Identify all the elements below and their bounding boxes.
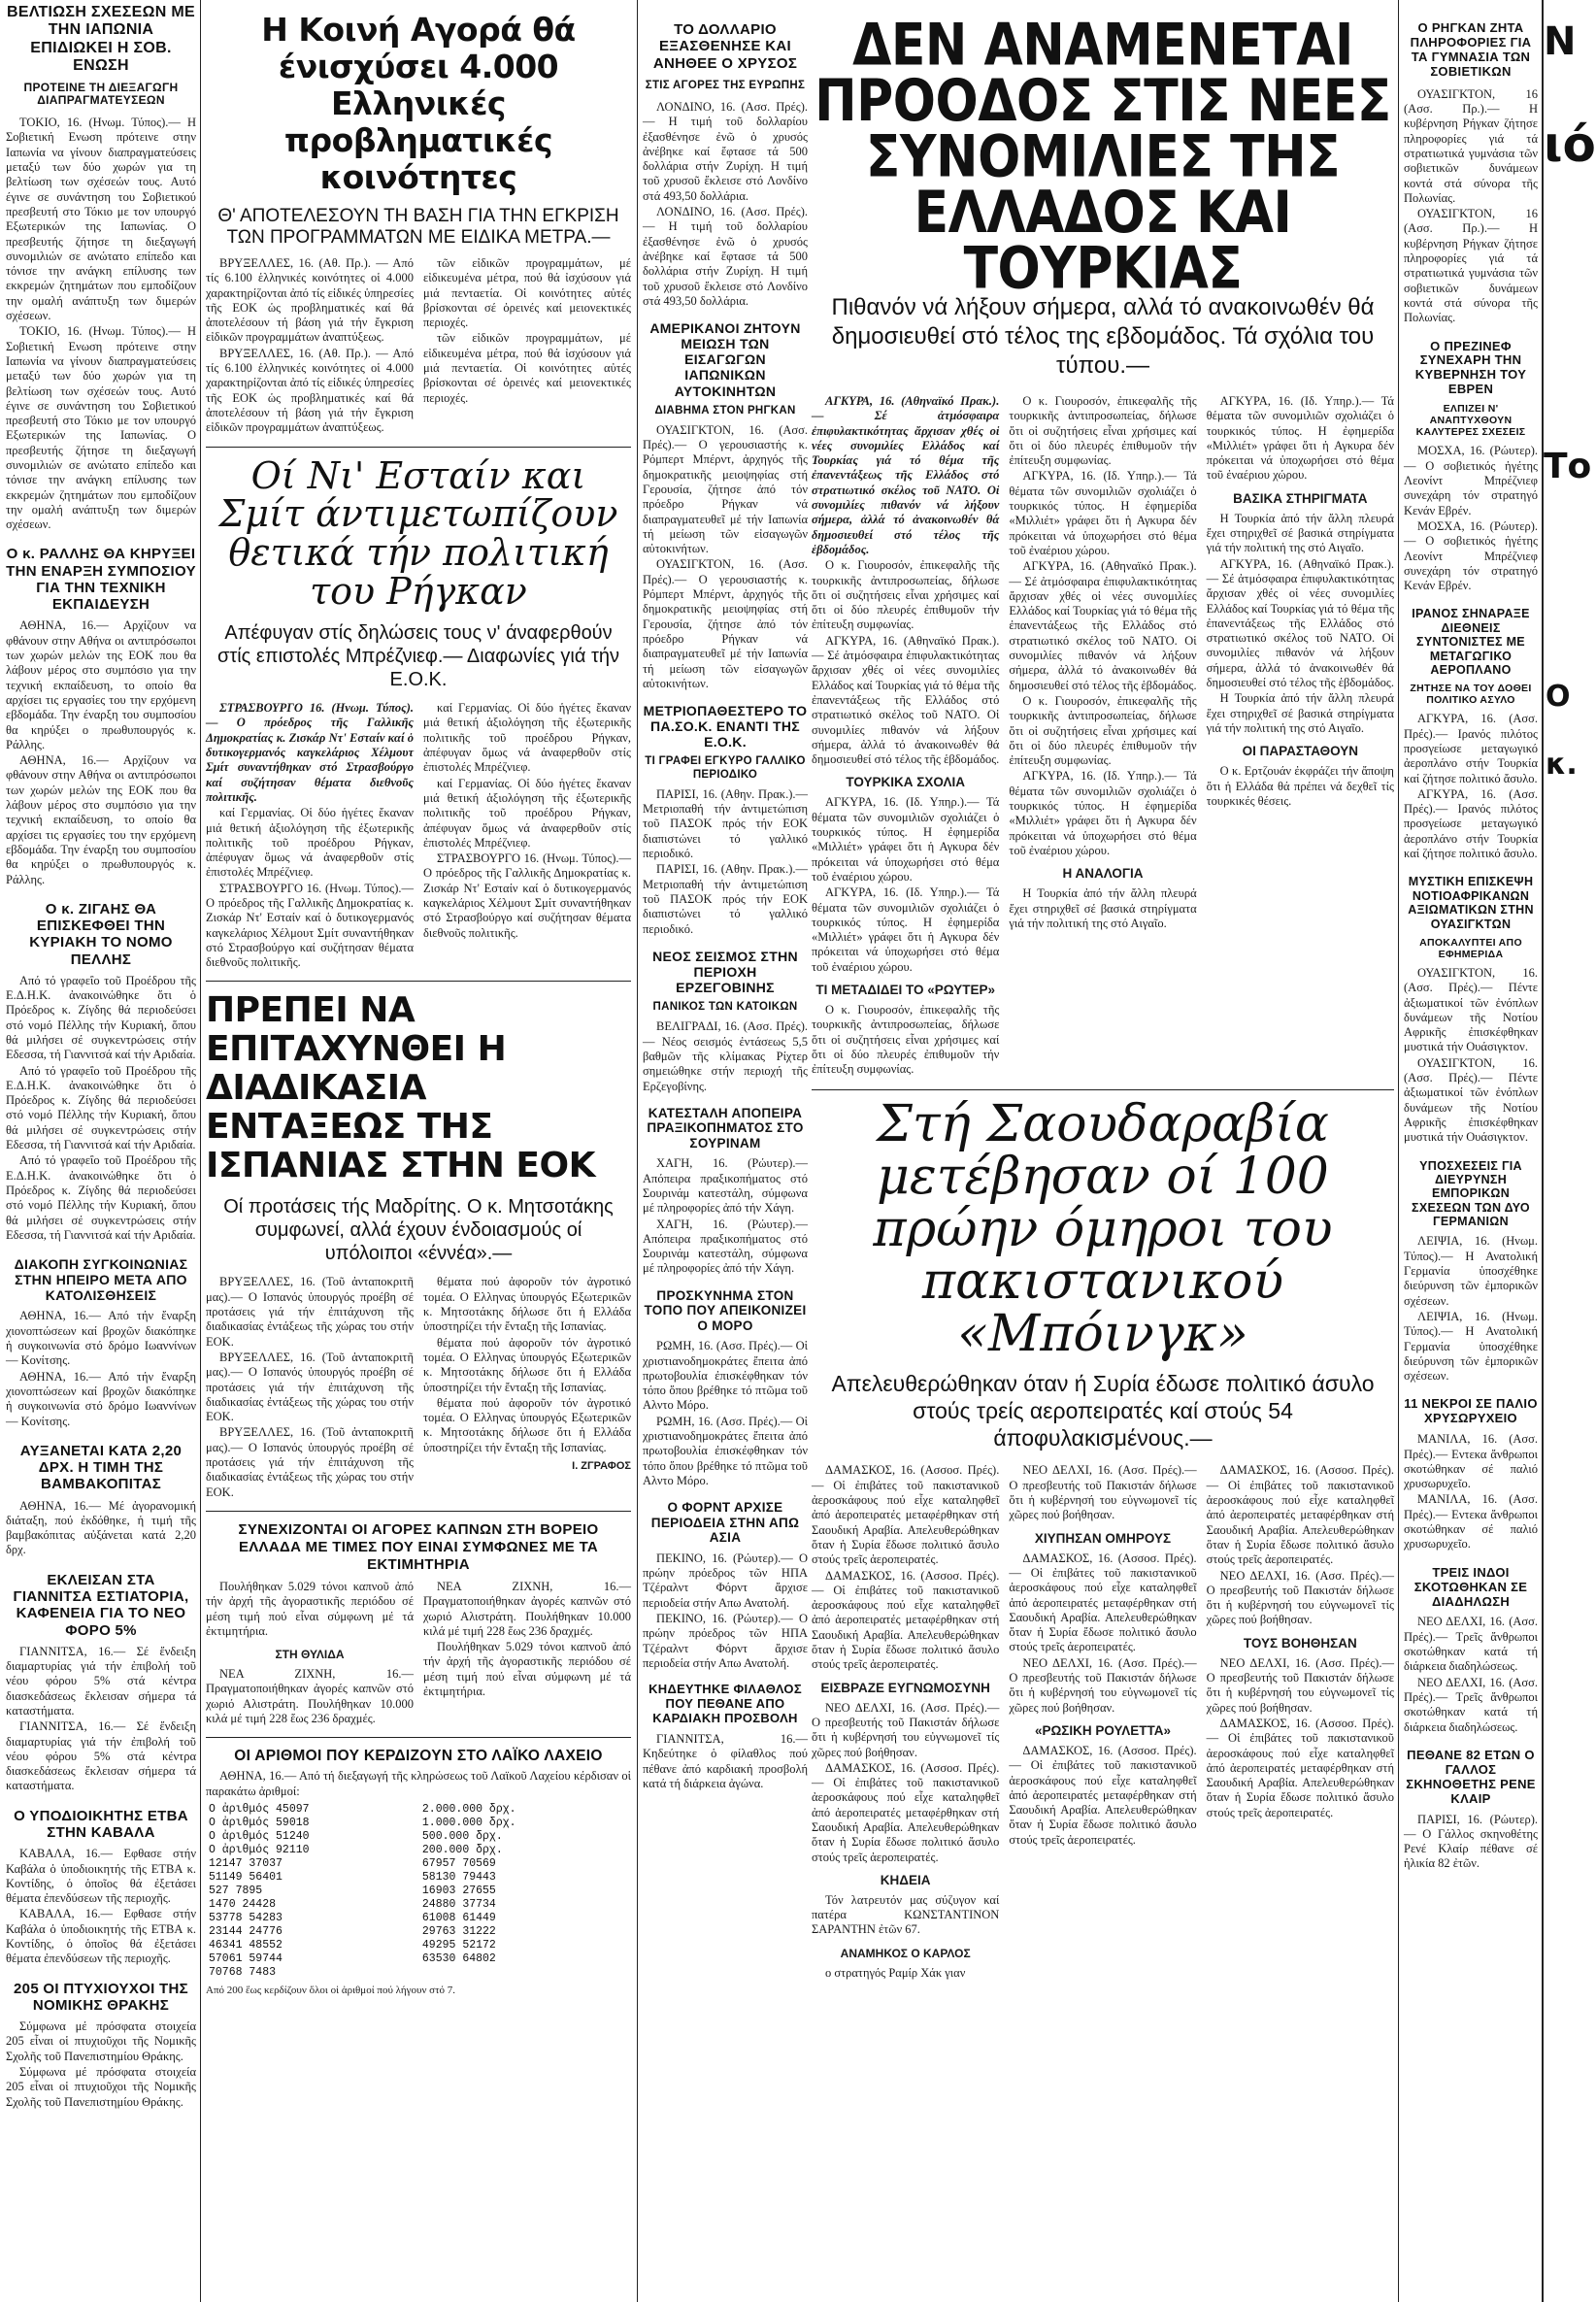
edge-fragment: Το [1544,447,1592,486]
subhead-helped: ΤΟΥΣ ΒΟΗΘΗΣΑΝ [1243,1635,1357,1651]
lottery-row [206,1939,631,1952]
column-rule [200,0,201,2302]
subhead-roulette: «ΡΩΣΙΚΗ ΡΟΥΛΕΤΤΑ» [1034,1722,1172,1738]
lottery-cell: 1.000.000 δρχ. [421,1816,516,1829]
article-giscard-schmidt: ΣΤΡΑΣΒΟΥΡΓΟ 16. (Ηνωμ. Τύπος).— Ο πρόεδρος τῆς Γαλλικῆς Δημοκρατίας κ. Ζισκάρ Ντ' Εσταίν καί ὁ δυτικογερμανός καγκελάριος Χέλμουτ Σμίτ συναντήθηκαν στό Στρασβούργο καί συζήτησαν θέματα διεθνοῦς πολιτικῆς. καί Γερμανίας. Οἱ δύο ἡγέτες ἔκαναν μιά θετική ἀξιολόγηση τῆς ἐξωτερικῆς πολιτικῆς τοῦ προέδρου Ρήγκαν, ἀπέφυγαν ὅμως νά ἀναφερθοῦν στίς ἐπιστολές Μπρέζνιεφ. ΣΤΡΑΣΒΟΥΡΓΟ 16. (Ηνωμ. Τύπος).— Ο πρόεδρος τῆς Γαλλικῆς Δημοκρατίας κ. Ζισκάρ Ντ' Εσταίν καί ὁ δυτικογερμανός καγκελάριος Χέλμουτ Σμίτ συναντήθηκαν στό Στρασβούργο καί συζήτησαν θέματα διεθνοῦς πολιτικῆς. καί Γερμανίας. Οἱ δύο ἡγέτες ἔκαναν μιά θετική ἀξιολόγηση τῆς ἐξωτερικῆς πολιτικῆς τοῦ προέδρου Ρήγκαν, ἀπέφυγαν ὅμως νά ἀναφερθοῦν στίς ἐπιστολές Μπρέζνιεφ. καί Γερμανίας. Οἱ δύο ἡγέτες ἔκαναν μιά θετική ἀξιολόγηση τῆς ἐξωτερικῆς πολιτικῆς τοῦ προέδρου Ρήγκαν, ἀπέφυγαν ὅμως νά ἀναφερθοῦν στίς ἐπιστολές Μπρέζνιεφ. ΣΤΡΑΣΒΟΥΡΓΟ 16. (Ηνωμ. Τύπος).— Ο πρόεδρος τῆς Γαλλικῆς Δημοκρατίας κ. Ζισκάρ Ντ' Εσταίν καί ὁ δυτικογερμανός καγκελάριος Χέλμουτ Σμίτ συναντήθηκαν στό Στρασβούργο καί συζήτησαν θέματα διεθνοῦς πολιτικῆς. [206,701,631,970]
article-japan: ΤΟΚΙΟ, 16. (Ηνωμ. Τύπος).— Η Σοβιετική Ενωση πρότεινε στην Ιαπωνία να γίνουν διαπραγματεύσεις μεταξύ των δύο χωρών για τη βελτίωση των σχέσεών τους. Αυτό έγινε σε συνάντηση του Σοβιετικού πρεσβευτή στο Τόκιο με τον υπουργό Εξωτερικών της Ιαπωνίας. Ο πρεσβευτής ζήτησε τη διεξαγωγή συνομιλιών σε ανώτατο επίπεδο και τόνισε την ανάγκη επίλυσης των εκκρεμών ζητημάτων που εμποδίζουν την ομαλή ανάπτυξη των διμερών σχέσεων. ΤΟΚΙΟ, 16. (Ηνωμ. Τύπος).— Η Σοβιετική Ενωση πρότεινε στην Ιαπωνία να γίνουν διαπραγματεύσεις μεταξύ των δύο χωρών για τη βελτίωση των σχέσεών τους. Αυτό έγινε σε συνάντηση του Σοβιετικού πρεσβευτή στο Τόκιο με τον υπουργό Εξωτερικών της Ιαπωνίας. Ο πρεσβευτής ζήτησε τη διεξαγωγή συνομιλιών σε ανώτατο επίπεδο και τόνισε την ανάγκη επίλυσης των εκκρεμών ζητημάτων που εμποδίζουν την ομαλή ανάπτυξη των διμερών σχέσεων. [6,116,196,532]
column-2 [206,0,631,2302]
article-south-africans: ΟΥΑΣΙΓΚΤΟΝ, 16. (Ασσ. Πρές).— Πέντε ἀξιωματικοί τῶν ἐνόπλων δυνάμεων τῆς Νοτίου Αφρικῆς ἐπισκέφθηκαν μυστικά τήν Ουάσιγκτον. ΟΥΑΣΙΓΚΤΟΝ, 16. (Ασσ. Πρές).— Πέντε ἀξιωματικοί τῶν ἐνόπλων δυνάμεων τῆς Νοτίου Αφρικῆς ἐπισκέφθηκαν μυστικά τήν Ουάσιγκτον. [1404,966,1538,1145]
article-dollar: ΛΟΝΔΙΝΟ, 16. (Ασσ. Πρές).— Η τιμή τοῦ δολλαρίου ἐξασθένησε ἐνῶ ὁ χρυσός ἀνέβηκε καί ἔφτασε τά 500 δολλάρια στήν Ζυρίχη. Η τιμή τοῦ χρυσοῦ ἔκλεισε στό Λονδίνο στά 493,50 δολλάρια. ΛΟΝΔΙΝΟ, 16. (Ασσ. Πρές).— Η τιμή τοῦ δολλαρίου ἐξασθένησε ἐνῶ ὁ χρυσός ἀνέβηκε καί ἔφτασε τά 500 δολλάρια στήν Ζυρίχη. Η τιμή τοῦ χρυσοῦ ἔκλεισε στό Λονδίνο στά 493,50 δολλάρια. [643,99,808,308]
lottery-table [206,1803,631,1980]
headline-hostages: Στή Σαουδαραβία μετέβησαν οί 100 πρώην όμηροι του πακιστανικού «Μπόινγκ» [873,1095,1333,1364]
lottery-cell: 51149 56401 [209,1870,283,1884]
headline-south-africans: ΜΥΣΤΙΚΗ ΕΠΙΣΚΕΨΗ ΝΟΤΙΟΑΦΡΙΚΑΝΩΝ ΑΞΙΩΜΑΤΙΚΩΝ ΣΤΗΝ ΟΥΑΣΙΓΚΤΩΝ [1408,875,1534,931]
article-earthquake: ΒΕΛΙΓΡΑΔΙ, 16. (Ασσ. Πρές).— Νέος σεισμός ἐντάσεως 5,5 βαθμῶν τῆς κλίμακας Ρίχτερ σημειώθηκε στήν περιοχή τῆς Ερζεγοβίνης. [643,1019,808,1093]
lottery-cell: Ο ἀριθμός 59018 [209,1816,310,1829]
subhead-basic-pillars: ΒΑΣΙΚΑ ΣΤΗΡΙΓΜΑΤΑ [1233,490,1368,506]
article-iranian-pilot: ΑΓΚΥΡΑ, 16. (Ασσ. Πρές).— Ιρανός πιλότος προσγείωσε μεταγωγικό ἀεροπλάνο στήν Τουρκία καί ζήτησε πολιτικό ἄσυλο. ΑΓΚΥΡΑ, 16. (Ασσ. Πρές).— Ιρανός πιλότος προσγείωσε μεταγωγικό ἀεροπλάνο στήν Τουρκία καί ζήτησε πολιτικό ἄσυλο. [1404,712,1538,861]
lottery-cell: 49295 52172 [421,1938,496,1952]
headline-two-germanies: ΥΠΟΣΧΕΣΕΙΣ ΓΙΑ ΔΙΕΥΡΥΝΣΗ ΕΜΠΟΡΙΚΩΝ ΣΧΕΣΕΩΝ ΤΩΝ ΔΥΟ ΓΕΡΜΑΝΙΩΝ [1412,1158,1530,1229]
headline-reagan-info: Ο ΡΗΓΚΑΝ ΖΗΤΑ ΠΛΗΡΟΦΟΡΙΕΣ ΓΙΑ ΤΑ ΓΥΜΝΑΣΙΑ ΤΩΝ ΣΟΒΙΕΤΙΚΩΝ [1410,20,1532,79]
headline-tobacco: ΣΥΝΕΧΙΖΟΝΤΑΙ ΟΙ ΑΓΟΡΕΣ ΚΑΠΝΩΝ ΣΤΗ ΒΟΡΕΙΟ ΕΛΛΑΔΑ ΜΕ ΤΙΜΕΣ ΠΟΥ ΕΙΝΑΙ ΣΥΜΦΩΝΕΣ ΜΕ ΤΑ ΕΚΤΙΜΗΤΗΡΙΑ [238,1520,599,1573]
subhead-hit-hostages: ΧΙΥΠΗΣΑΝ ΟΜΗΡΟΥΣ [1034,1530,1172,1546]
article-cottoncake: ΑΘΗΝΑ, 16.— Μέ ἀγορανομική διάταξη, πού ἐκδόθηκε, ἡ τιμή τῆς βαμβακόπιτας αὐξάνεται κατά 2,20 δρχ. [6,1498,196,1557]
lottery-row [206,1871,631,1885]
lottery-note: Από 200 ἕως κερδίζουν ὅλοι οἱ ἀριθμοί πού λήγουν στό 7. [206,1984,456,1996]
headline-goldmine: 11 ΝΕΚΡΟΙ ΣΕ ΠΑΛΙΟ ΧΡΥΣΩΡΥΧΕΙΟ [1404,1396,1538,1426]
headline-surinam: ΚΑΤΕΣΤΑΛΗ ΑΠΟΠΕΙΡΑ ΠΡΑΞΙΚΟΠΗΜΑΤΟΣ ΣΤΟ ΣΟΥΡΙΝΑΜ [647,1105,804,1151]
headline-giscard-schmidt: Οί Νι' Εσταίν και Σμίτ άντιμετωπίζουν θετικά τήν πολιτική του Ρήγκαν [218,453,618,614]
headline-earthquake: ΝΕΟΣ ΣΕΙΣΜΟΣ ΣΤΗΝ ΠΕΡΙΟΧΗ ΕΡΖΕΓΟΒΙΝΗΣ [652,948,798,996]
article-ford: ΠΕΚΙΝΟ, 16. (Ρώυτερ).— Ο πρώην πρόεδρος τῶν ΗΠΑ Τζέραλντ Φόρντ ἄρχισε περιοδεία στήν Απω Ανατολή. ΠΕΚΙΝΟ, 16. (Ρώυτερ).— Ο πρώην πρόεδρος τῶν ΗΠΑ Τζέραλντ Φόρντ ἄρχισε περιοδεία στήν Απω Ανατολή. [643,1551,808,1670]
headline-common-market: Η Κοινή Αγορά θά ένισχύσει 4.000 Ελληνικές προβληματικές κοινότητες [261,11,576,196]
lottery-row [206,1803,631,1817]
article-tobacco: Πουλήθηκαν 5.029 τόνοι καπνοῦ ἀπό τήν ἀρχή τῆς ἀγοραστικῆς περιόδου σέ μέση τιμή πού εἶναι σύμφωνη μέ τά ἐκτιμητήρια. ΣΤΗ ΘΥΛΙΔΑ ΝΕΑ ΖΙΧΝΗ, 16.— Πραγματοποιήθηκαν ἀγορές καπνῶν στό χωριό Αλιστράτη. Πουλήθηκαν 10.000 κιλά μέ τιμή 228 ἕως 236 δραχμές. ΝΕΑ ΖΙΧΝΗ, 16.— Πραγματοποιήθηκαν ἀγορές καπνῶν στό χωριό Αλιστράτη. Πουλήθηκαν 10.000 κιλά μέ τιμή 228 ἕως 236 δραχμές. Πουλήθηκαν 5.029 τόνοι καπνοῦ ἀπό τήν ἀρχή τῆς ἀγοραστικῆς περιόδου σέ μέση τιμή πού εἶναι σύμφωνη μέ τά ἐκτιμητήρια. [206,1579,631,1725]
column-5 [1404,0,1538,2302]
lottery-cell [619,1966,631,1980]
article-rallis: ΑΘΗΝΑ, 16.— Αρχίζουν να φθάνουν στην Αθήνα οι αντιπρόσωποι των χωρών μελών της ΕΟΚ που θα λάβουν μέρος στο συμπόσιο για την τεχνική εκπαίδευση, το οποίο θα αρχίσει τις εργασίες του την ερχόμενη εβδομάδα. Την έναρξη του συμποσίου θα κηρύξει ο πρωθυπουργός κ. Ράλλης. ΑΘΗΝΑ, 16.— Αρχίζουν να φθάνουν στην Αθήνα οι αντιπρόσωποι των χωρών μελών της ΕΟΚ που θα λάβουν μέρος στο συμπόσιο για την τεχνική εκπαίδευση, το οποίο θα αρχίσει τις εργασίες του την ερχόμενη εβδομάδα. Την έναρξη του συμποσίου θα κηρύξει ο πρωθυπουργός κ. Ράλλης. [6,618,196,886]
deck-greece-turkey: Πιθανόν νά λήξουν σήμερα, αλλά τό ανακοινωθέν θά δημοσιευθεί στό τέλος της εβδομάδος. Τά σχόλια του τύπου.— [831,294,1375,379]
lottery-cell: 58130 79443 [421,1870,496,1884]
lottery-row [206,1912,631,1925]
lottery-row [206,1857,631,1871]
lottery-row [206,1952,631,1966]
lottery-cell: 61008 61449 [421,1911,496,1924]
article-epirus: ΑΘΗΝΑ, 16.— Από τήν ἔναρξη χιονοπτώσεων καί βροχῶν διακόπηκε ἡ συγκοινωνία στό δρόμο Ιωαννίνων — Κονίτσης. ΑΘΗΝΑ, 16.— Από τήν ἔναρξη χιονοπτώσεων καί βροχῶν διακόπηκε ἡ συγκοινωνία στό δρόμο Ιωαννίνων — Κονίτσης. [6,1309,196,1428]
article-two-germanies: ΛΕΙΨΙΑ, 16. (Ηνωμ. Τύπος).— Η Ανατολική Γερμανία ὑποσχέθηκε διεύρυνση τῶν ἐμπορικῶν σχέσεων. ΛΕΙΨΙΑ, 16. (Ηνωμ. Τύπος).— Η Ανατολική Γερμανία ὑποσχέθηκε διεύρυνση τῶν ἐμπορικῶν σχέσεων. [1404,1234,1538,1384]
article-pasok: ΠΑΡΙΣΙ, 16. (Αθην. Πρακ.).— Μετριοπαθή τήν ἀντιμετώπιση τοῦ ΠΑΣΟΚ πρός τήν ΕΟΚ διαπιστώνει τό γαλλικό περιοδικό. ΠΑΡΙΣΙ, 16. (Αθην. Πρακ.).— Μετριοπαθή τήν ἀντιμετώπιση τοῦ ΠΑΣΟΚ πρός τήν ΕΟΚ διαπιστώνει τό γαλλικό περιοδικό. [643,786,808,936]
subhead-ratio: Η ΑΝΑΛΟΓΙΑ [1062,866,1144,882]
lottery-cell: Ο ἀριθμός 51240 [209,1829,310,1843]
column-rule [637,0,638,2302]
lottery-row [206,1885,631,1898]
lottery-cell: 500.000 δρχ. [421,1829,503,1843]
subhead-japanese-cars: ΔΙΑΒΗΜΑ ΣΤΟΝ ΡΗΓΚΑΝ [654,404,796,417]
lottery-row [206,1830,631,1844]
article-etva: ΚΑΒΑΛΑ, 16.— Εφθασε στήν Καβάλα ὁ ὑποδιοικητής τῆς ΕΤΒΑ κ. Κοντίδης, ὁ ὁποῖος θά ἐξετάσει θέματα ἐπενδύσεων τῆς περιοχῆς. ΚΑΒΑΛΑ, 16.— Εφθασε στήν Καβάλα ὁ ὑποδιοικητής τῆς ΕΤΒΑ κ. Κοντίδης, ὁ ὁποῖος θά ἐξετάσει θέματα ἐπενδύσεων τῆς περιοχῆς. [6,1847,196,1966]
article-graduates: Σύμφωνα μέ πρόσφατα στοιχεία 205 εἶναι οἱ πτυχιοῦχοι τῆς Νομικῆς Σχολῆς τοῦ Πανεπιστημίου Θράκης. Σύμφωνα μέ πρόσφατα στοιχεία 205 εἶναι οἱ πτυχιοῦχοι τῆς Νομικῆς Σχολῆς τοῦ Πανεπιστημίου Θράκης. [6,2019,196,2109]
headline-etva: Ο ΥΠΟΔΙΟΙΚΗΤΗΣ ΕΤΒΑ ΣΤΗΝ ΚΑΒΑΛΑ [14,1807,188,1841]
deck-common-market: Θ' ΑΠΟΤΕΛΕΣΟΥΝ ΤΗ ΒΑΣΗ ΓΙΑ ΤΗΝ ΕΓΚΡΙΣΗ ΤΩΝ ΠΡΟΓΡΑΜΜΑΤΩΝ ΜΕ ΕΙΔΙΚΑ ΜΕΤΡΑ.— [217,206,619,248]
lottery-cell: 63530 64802 [421,1952,496,1965]
article-common-market: ΒΡΥΞΕΛΛΕΣ, 16. (Αθ. Πρ.). — Από τίς 6.100 ἑλληνικές κοινότητες οἱ 4.000 χαρακτηρίζονται ἀπό τίς εἰδικές ὑπηρεσίες τῆς ΕΟΚ ὡς προβληματικές καί θά ἀποτελέσουν τή βάση γιά τήν ἔγκριση εἰδικῶν προγραμμάτων ἀναπτύξεως. ΒΡΥΞΕΛΛΕΣ, 16. (Αθ. Πρ.). — Από τίς 6.100 ἑλληνικές κοινότητες οἱ 4.000 χαρακτηρίζονται ἀπό τίς εἰδικές ὑπηρεσίες τῆς ΕΟΚ ὡς προβληματικές καί θά ἀποτελέσουν τή βάση γιά τήν ἔγκριση εἰδικῶν προγραμμάτων ἀναπτύξεως. τῶν εἰδικῶν προγραμμάτων, μέ εἰδικευμένα μέτρα, πού θά ἰσχύσουν γιά μιά πενταετία. Οἱ κοινότητες αὐτές βρίσκονται σέ ὀρεινές καί μειονεκτικές περιοχές. τῶν εἰδικῶν προγραμμάτων, μέ εἰδικευμένα μέτρα, πού θά ἰσχύσουν γιά μιά πενταετία. Οἱ κοινότητες αὐτές βρίσκονται σέ ὀρεινές καί μειονεκτικές περιοχές. [206,256,631,435]
article-spain-eec: ΒΡΥΞΕΛΛΕΣ, 16. (Τοῦ ἀνταποκριτῆ μας).— Ο Ισπανός ὑπουργός προέβη σέ προτάσεις γιά τήν ἐπιτάχυνση τῆς διαδικασίας ἐντάξεως τῆς χώρας του στήν ΕΟΚ. ΒΡΥΞΕΛΛΕΣ, 16. (Τοῦ ἀνταποκριτῆ μας).— Ο Ισπανός ὑπουργός προέβη σέ προτάσεις γιά τήν ἐπιτάχυνση τῆς διαδικασίας ἐντάξεως τῆς χώρας του στήν ΕΟΚ. ΒΡΥΞΕΛΛΕΣ, 16. (Τοῦ ἀνταποκριτῆ μας).— Ο Ισπανός ὑπουργός προέβη σέ προτάσεις γιά τήν ἐπιτάχυνση τῆς διαδικασίας ἐντάξεως τῆς χώρας του στήν ΕΟΚ. θέματα πού ἀφοροῦν τόν ἀγροτικό τομέα. Ο Ελληνας ὑπουργός Εξωτερικῶν κ. Μητσοτάκης δήλωσε ὅτι ἡ Ελλάδα ὑποστηρίζει τήν ἔνταξη τῆς Ισπανίας. θέματα πού ἀφοροῦν τόν ἀγροτικό τομέα. Ο Ελληνας ὑπουργός Εξωτερικῶν κ. Μητσοτάκης δήλωσε ὅτι ἡ Ελλάδα ὑποστηρίζει τήν ἔνταξη τῆς Ισπανίας. θέματα πού ἀφοροῦν τόν ἀγροτικό τομέα. Ο Ελληνας ὑπουργός Εξωτερικῶν κ. Μητσοτάκης δήλωσε ὅτι ἡ Ελλάδα ὑποστηρίζει τήν ἔνταξη τῆς Ισπανίας. Ι. ΖΓΡΑΦΟΣ [206,1275,631,1499]
headline-spain-eec: ΠΡΕΠΕΙ ΝΑ ΕΠΙΤΑΧΥΝΘΕΙ Η ΔΙΑΔΙΚΑΣΙΑ ΕΝΤΑΞΕΩΣ ΤΗΣ ΙΣΠΑΝΙΑΣ ΣΤΗΝ ΕΟΚ [206,990,596,1186]
subhead-earthquake: ΠΑΝΙΚΟΣ ΤΩΝ ΚΑΤΟΙΚΩΝ [652,1001,798,1014]
article-hostages: ΔΑΜΑΣΚΟΣ, 16. (Ασσοσ. Πρές).— Οἱ ἐπιβάτες τοῦ πακιστανικοῦ ἀεροσκάφους πού εἶχε καταληφθεῖ ἀπό ἀεροπειρατές μεταφέρθηκαν στή Σαουδική Αραβία. Απελευθερώθηκαν ὅταν ἡ Συρία ἔδωσε πολιτικό ἄσυλο στούς τρεῖς ἀεροπειρατές. ΔΑΜΑΣΚΟΣ, 16. (Ασσοσ. Πρές).— Οἱ ἐπιβάτες τοῦ πακιστανικοῦ ἀεροσκάφους πού εἶχε καταληφθεῖ ἀπό ἀεροπειρατές μεταφέρθηκαν στή Σαουδική Αραβία. Απελευθερώθηκαν ὅταν ἡ Συρία ἔδωσε πολιτικό ἄσυλο στούς τρεῖς ἀεροπειρατές. ΕΙΣΒΡΑΖΕ ΕΥΓΝΩΜΟΣΥΝΗ ΝΕΟ ΔΕΛΧΙ, 16. (Ασσ. Πρές).— Ο πρεσβευτής τοῦ Πακιστάν δήλωσε ὅτι ἡ κυβέρνησή του εὐγνωμονεῖ τίς χῶρες πού βοήθησαν. ΔΑΜΑΣΚΟΣ, 16. (Ασσοσ. Πρές).— Οἱ ἐπιβάτες τοῦ πακιστανικοῦ ἀεροσκάφους πού εἶχε καταληφθεῖ ἀπό ἀεροπειρατές μεταφέρθηκαν στή Σαουδική Αραβία. Απελευθερώθηκαν ὅταν ἡ Συρία ἔδωσε πολιτικό ἄσυλο στούς τρεῖς ἀεροπειρατές. ΚΗΔΕΙΑ Τόν λατρευτόν μας σύζυγον καί πατέρα ΚΩΝΣΤΑΝΤΙΝΟΝ ΣΑΡΑΝΤΗΝ ἐτῶν 67. ΑΝΑΜΗΚΟΣ Ο ΚΑΡΛΟΣ ο στρατηγός Ραμίρ Χάκ γιαν ΝΕΟ ΔΕΛΧΙ, 16. (Ασσ. Πρές).— Ο πρεσβευτής τοῦ Πακιστάν δήλωσε ὅτι ἡ κυβέρνησή του εὐγνωμονεῖ τίς χῶρες πού βοήθησαν. ΧΙΥΠΗΣΑΝ ΟΜΗΡΟΥΣ ΔΑΜΑΣΚΟΣ, 16. (Ασσοσ. Πρές).— Οἱ ἐπιβάτες τοῦ πακιστανικοῦ ἀεροσκάφους πού εἶχε καταληφθεῖ ἀπό ἀεροπειρατές μεταφέρθηκαν στή Σαουδική Αραβία. Απελευθερώθηκαν ὅταν ἡ Συρία ἔδωσε πολιτικό ἄσυλο στούς τρεῖς ἀεροπειρατές. ΝΕΟ ΔΕΛΧΙ, 16. (Ασσ. Πρές).— Ο πρεσβευτής τοῦ Πακιστάν δήλωσε ὅτι ἡ κυβέρνησή του εὐγνωμονεῖ τίς χῶρες πού βοήθησαν. «ΡΩΣΙΚΗ ΡΟΥΛΕΤΤΑ» ΔΑΜΑΣΚΟΣ, 16. (Ασσοσ. Πρές).— Οἱ ἐπιβάτες τοῦ πακιστανικοῦ ἀεροσκάφους πού εἶχε καταληφθεῖ ἀπό ἀεροπειρατές μεταφέρθηκαν στή Σαουδική Αραβία. Απελευθερώθηκαν ὅταν ἡ Συρία ἔδωσε πολιτικό ἄσυλο στούς τρεῖς ἀεροπειρατές. ΔΑΜΑΣΚΟΣ, 16. (Ασσοσ. Πρές).— Οἱ ἐπιβάτες τοῦ πακιστανικοῦ ἀεροσκάφους πού εἶχε καταληφθεῖ ἀπό ἀεροπειρατές μεταφέρθηκαν στή Σαουδική Αραβία. Απελευθερώθηκαν ὅταν ἡ Συρία ἔδωσε πολιτικό ἄσυλο στούς τρεῖς ἀεροπειρατές. ΝΕΟ ΔΕΛΧΙ, 16. (Ασσ. Πρές).— Ο πρεσβευτής τοῦ Πακιστάν δήλωσε ὅτι ἡ κυβέρνησή του εὐγνωμονεῖ τίς χῶρες πού βοήθησαν. ΤΟΥΣ ΒΟΗΘΗΣΑΝ ΝΕΟ ΔΕΛΧΙ, 16. (Ασσ. Πρές).— Ο πρεσβευτής τοῦ Πακιστάν δήλωσε ὅτι ἡ κυβέρνησή του εὐγνωμονεῖ τίς χῶρες πού βοήθησαν. ΔΑΜΑΣΚΟΣ, 16. (Ασσοσ. Πρές).— Οἱ ἐπιβάτες τοῦ πακιστανικοῦ ἀεροσκάφους πού εἶχε καταληφθεῖ ἀπό ἀεροπειρατές μεταφέρθηκαν στή Σαουδική Αραβία. Απελευθερώθηκαν ὅταν ἡ Συρία ἔδωσε πολιτικό ἄσυλο στούς τρεῖς ἀεροπειρατές. [812,1463,1394,1980]
edge-fragment: Ο [1546,680,1571,714]
article-greece-turkey: ΑΓΚΥΡΑ, 16. (Αθηναϊκό Πρακ.).— Σέ ἀτμόσφαιρα ἐπιφυλακτικότητας ἄρχισαν χθές οἱ νέες συνομιλίες Ελλάδος καί Τουρκίας γιά τό θέμα τῆς ἐπανεντάξεως τῆς Ελλάδος στό στρατιωτικό σκέλος τοῦ ΝΑΤΟ. Οἱ συνομιλίες πιθανόν νά λήξουν σήμερα, ἀλλά τό ἀνακοινωθέν θά δημοσιευθεί στό τέλος τῆς ἑβδομάδος. Ο κ. Γιουροσόν, ἐπικεφαλῆς τῆς τουρκικῆς ἀντιπροσωπείας, δήλωσε ὅτι οἱ συζητήσεις εἶναι χρήσιμες καί ὅτι οἱ δύο πλευρές ἐπιθυμοῦν τήν ἐπίτευξη συμφωνίας. ΑΓΚΥΡΑ, 16. (Αθηναϊκό Πρακ.).— Σέ ἀτμόσφαιρα ἐπιφυλακτικότητας ἄρχισαν χθές οἱ νέες συνομιλίες Ελλάδος καί Τουρκίας γιά τό θέμα τῆς ἐπανεντάξεως τῆς Ελλάδος στό στρατιωτικό σκέλος τοῦ ΝΑΤΟ. Οἱ συνομιλίες πιθανόν νά λήξουν σήμερα, ἀλλά τό ἀνακοινωθέν θά δημοσιευθεί στό τέλος τῆς ἑβδομάδος. ΤΟΥΡΚΙΚΑ ΣΧΟΛΙΑ ΑΓΚΥΡΑ, 16. (Ιδ. Υπηρ.).— Τά θέματα τῶν συνομιλιῶν σχολιάζει ὁ τουρκικός τύπος. Η ἐφημερίδα «Μιλλιέτ» γράφει ὅτι ἡ Αγκυρα δέν πρόκειται νά ὑποχωρήσει στό θέμα τοῦ ἐναέριου χώρου. ΑΓΚΥΡΑ, 16. (Ιδ. Υπηρ.).— Τά θέματα τῶν συνομιλιῶν σχολιάζει ὁ τουρκικός τύπος. Η ἐφημερίδα «Μιλλιέτ» γράφει ὅτι ἡ Αγκυρα δέν πρόκειται νά ὑποχωρήσει στό θέμα τοῦ ἐναέριου χώρου. ΤΙ ΜΕΤΑΔΙΔΕΙ ΤΟ «ΡΩΥΤΕΡ» Ο κ. Γιουροσόν, ἐπικεφαλῆς τῆς τουρκικῆς ἀντιπροσωπείας, δήλωσε ὅτι οἱ συζητήσεις εἶναι χρήσιμες καί ὅτι οἱ δύο πλευρές ἐπιθυμοῦν τήν ἐπίτευξη συμφωνίας. Ο κ. Γιουροσόν, ἐπικεφαλῆς τῆς τουρκικῆς ἀντιπροσωπείας, δήλωσε ὅτι οἱ συζητήσεις εἶναι χρήσιμες καί ὅτι οἱ δύο πλευρές ἐπιθυμοῦν τήν ἐπίτευξη συμφωνίας. ΑΓΚΥΡΑ, 16. (Ιδ. Υπηρ.).— Τά θέματα τῶν συνομιλιῶν σχολιάζει ὁ τουρκικός τύπος. Η ἐφημερίδα «Μιλλιέτ» γράφει ὅτι ἡ Αγκυρα δέν πρόκειται νά ὑποχωρήσει στό θέμα τοῦ ἐναέριου χώρου. ΑΓΚΥΡΑ, 16. (Αθηναϊκό Πρακ.).— Σέ ἀτμόσφαιρα ἐπιφυλακτικότητας ἄρχισαν χθές οἱ νέες συνομιλίες Ελλάδος καί Τουρκίας γιά τό θέμα τῆς ἐπανεντάξεως τῆς Ελλάδος στό στρατιωτικό σκέλος τοῦ ΝΑΤΟ. Οἱ συνομιλίες πιθανόν νά λήξουν σήμερα, ἀλλά τό ἀνακοινωθέν θά δημοσιευθεί στό τέλος τῆς ἑβδομάδος. Ο κ. Γιουροσόν, ἐπικεφαλῆς τῆς τουρκικῆς ἀντιπροσωπείας, δήλωσε ὅτι οἱ συζητήσεις εἶναι χρήσιμες καί ὅτι οἱ δύο πλευρές ἐπιθυμοῦν τήν ἐπίτευξη συμφωνίας. ΑΓΚΥΡΑ, 16. (Ιδ. Υπηρ.).— Τά θέματα τῶν συνομιλιῶν σχολιάζει ὁ τουρκικός τύπος. Η ἐφημερίδα «Μιλλιέτ» γράφει ὅτι ἡ Αγκυρα δέν πρόκειται νά ὑποχωρήσει στό θέμα τοῦ ἐναέριου χώρου. Η ΑΝΑΛΟΓΙΑ Η Τουρκία ἀπό τήν ἄλλη πλευρά ἔχει στηριχθεῖ σέ βασικά στηρίγματα γιά τήν πολιτική της στό Αιγαῖο. ΑΓΚΥΡΑ, 16. (Ιδ. Υπηρ.).— Τά θέματα τῶν συνομιλιῶν σχολιάζει ὁ τουρκικός τύπος. Η ἐφημερίδα «Μιλλιέτ» γράφει ὅτι ἡ Αγκυρα δέν πρόκειται νά ὑποχωρήσει στό θέμα τοῦ ἐναέριου χώρου. ΒΑΣΙΚΑ ΣΤΗΡΙΓΜΑΤΑ Η Τουρκία ἀπό τήν ἄλλη πλευρά ἔχει στηριχθεῖ σέ βασικά στηρίγματα γιά τήν πολιτική της στό Αιγαῖο. ΑΓΚΥΡΑ, 16. (Αθηναϊκό Πρακ.).— Σέ ἀτμόσφαιρα ἐπιφυλακτικότητας ἄρχισαν χθές οἱ νέες συνομιλίες Ελλάδος καί Τουρκίας γιά τό θέμα τῆς ἐπανεντάξεως τῆς Ελλάδος στό στρατιωτικό σκέλος τοῦ ΝΑΤΟ. Οἱ συνομιλίες πιθανόν νά λήξουν σήμερα, ἀλλά τό ἀνακοινωθέν θά δημοσιευθεί στό τέλος τῆς ἑβδομάδος. Η Τουρκία ἀπό τήν ἄλλη πλευρά ἔχει στηριχθεῖ σέ βασικά στηρίγματα γιά τήν πολιτική της στό Αιγαῖο. ΟΙ ΠΑΡΑΣΤΑΘΟΥΝ Ο κ. Ερτζουάν ἐκφράζει τήν ἄποψη ὅτι ἡ Ελλάδα θά πρέπει νά δεχθεῖ τίς τουρκικές θέσεις. [812,394,1394,1077]
deck-spain-eec: Οί προτάσεις τής Μαδρίτης. Ο κ. Μητσοτάκης συμφωνεί, αλλά έχουν ένδοιασμούς οί υπόλοιποι «έννέα».— [223,1196,614,1265]
column-3 [643,0,808,2302]
headline-moro: ΠΡΟΣΚΥΝΗΜΑ ΣΤΟΝ ΤΟΠΟ ΠΟΥ ΑΠΕΙΚΟΝΙΖΕΙ Ο ΜΟΡΟ [644,1287,807,1333]
subhead-reuter: ΤΙ ΜΕΤΑΔΙΔΕΙ ΤΟ «ΡΩΥΤΕΡ» [815,982,995,997]
lottery-cell [419,1966,619,1980]
article-indians: ΝΕΟ ΔΕΛΧΙ, 16. (Ασσ. Πρές).— Τρεῖς ἄνθρωποι σκοτώθηκαν κατά τή διάρκεια διαδηλώσεως. ΝΕΟ ΔΕΛΧΙ, 16. (Ασσ. Πρές).— Τρεῖς ἄνθρωποι σκοτώθηκαν κατά τή διάρκεια διαδηλώσεως. [1404,1615,1538,1734]
subhead-south-africans: ΑΠΟΚΑΛΥΠΤΕΙ ΑΠΟ ΕΦΗΜΕΡΙΔΑ [1419,936,1522,960]
lottery-row [206,1966,631,1980]
edge-fragment: ιό [1544,117,1596,173]
subhead-japan: ΠΡΟΤΕΙΝΕ ΤΗ ΔΙΕΞΑΓΩΓΗ ΔΙΑΠΡΑΓΜΑΤΕΥΣΕΩΝ [23,80,179,108]
headline-iranian-pilot: ΙΡΑΝΟΣ ΣΗΝΑΡΑΞΕ ΔΙΕΘΝΕΙΣ ΣΥΝΤΟΝΙΣΤΕΣ ΜΕ ΜΕΤΑΓΩΓΙΚΟ ΑΕΡΟΠΛΑΝΟ [1412,607,1530,677]
article-zigdis: Από τό γραφεΐο τοῦ Προέδρου τῆς Ε.Δ.Η.Κ. ἀνακοινώθηκε ὅτι ὁ Πρόεδρος κ. Ζίγδης θά περιοδεύσει στό νομό Πέλλης τήν Κυριακή, ὅπου θά μιλήσει σέ συγκεντρώσεις στήν Εδεσσα, τή Γιαννιτσά καί τήν Αριδαία. Από τό γραφεΐο τοῦ Προέδρου τῆς Ε.Δ.Η.Κ. ἀνακοινώθηκε ὅτι ὁ Πρόεδρος κ. Ζίγδης θά περιοδεύσει στό νομό Πέλλης τήν Κυριακή, ὅπου θά μιλήσει σέ συγκεντρώσεις στήν Εδεσσα, τή Γιαννιτσά καί τήν Αριδαία. Από τό γραφεΐο τοῦ Προέδρου τῆς Ε.Δ.Η.Κ. ἀνακοινώθηκε ὅτι ὁ Πρόεδρος κ. Ζίγδης θά περιοδεύσει στό νομό Πέλλης τήν Κυριακή, ὅπου θά μιλήσει σέ συγκεντρώσεις στήν Εδεσσα, τή Γιαννιτσά καί τήν Αριδαία. [6,973,196,1242]
lottery-row [206,1817,631,1830]
deck-giscard-schmidt: Απέφυγαν στίς δηλώσεις τους ν' άναφερθούν στίς επιστολές Μπρέζνιεφ.— Διαφωνίες γιά τήν Ε.Ο.Κ. [216,622,619,691]
subhead-carlos: ΑΝΑΜΗΚΟΣ Ο ΚΑΡΛΟΣ [840,1946,971,1960]
column-4 [812,0,1394,2302]
lottery-cell: 24880 37734 [421,1897,496,1911]
lottery-cell: 200.000 δρχ. [421,1843,503,1856]
subhead-pasok: ΤΙ ΓΡΑΦΕΙ ΕΓΚΥΡΟ ΓΑΛΛΙΚΟ ΠΕΡΙΟΔΙΚΟ [645,755,806,781]
article-rene-clair: ΠΑΡΙΣΙ, 16. (Ρώυτερ).— Ο Γάλλος σκηνοθέτης Ρενέ Κλαίρ πέθανε σέ ἡλικία 82 ἐτῶν. [1404,1812,1538,1871]
headline-greece-turkey: ΔΕΝ ΑΝΑΜΕΝΕΤΑΙ ΠΡΟΟΔΟΣ ΣΤΙΣ ΝΕΕΣ ΣΥΝΟΜΙΛΙΕΣ ΤΗΣ ΕΛΛΑΔΟΣ ΚΑΙ ΤΟΥΡΚΙΑΣ [815,12,1391,303]
article-goldmine: ΜΑΝΙΛΑ, 16. (Ασσ. Πρές).— Εντεκα ἄνθρωποι σκοτώθηκαν σέ παλιό χρυσωρυχεῖο. ΜΑΝΙΛΑ, 16. (Ασσ. Πρές).— Εντεκα ἄνθρωποι σκοτώθηκαν σέ παλιό χρυσωρυχεῖο. [1404,1432,1538,1551]
headline-indians: ΤΡΕΙΣ ΙΝΔΟΙ ΣΚΟΤΩΘΗΚΑΝ ΣΕ ΔΙΑΔΗΛΩΣΗ [1413,1564,1528,1609]
lottery-row [206,1844,631,1857]
lottery-cell: 57061 59744 [209,1952,283,1965]
deck-hostages: Απελευθερώθηκαν όταν ή Συρία έδωσε πολιτικό άσυλο στούς τρείς αεροπειρατές καί στούς 54 άποφυλακισμένους.— [831,1371,1375,1451]
subhead-brezhnev: ΕΛΠΙΖΕΙ Ν' ΑΝΑΠΤΥΧΘΟΥΝ ΚΑΛΥΤΕΡΕΣ ΣΧΕΣΕΙΣ [1415,403,1526,439]
headline-zigdis: Ο κ. ΖΙΓΑΗΣ ΘΑ ΕΠΙΣΚΕΦΘΕΙ ΤΗΝ ΚΥΡΙΑΚΗ ΤΟ ΝΟΜΟ ΠΕΛΛΗΣ [29,900,173,968]
headline-ford: Ο ΦΟΡΝΤ ΑΡΧΙΣΕ ΠΕΡΙΟΔΕΙΑ ΣΤΗΝ ΑΠΩ ΑΣΙΑ [650,1500,800,1546]
lottery-cell: 12147 37037 [209,1856,283,1870]
headline-japanese-cars: ΑΜΕΡΙΚΑΝΟΙ ΖΗΤΟΥΝ ΜΕΙΩΣΗ ΤΩΝ ΕΙΣΑΓΩΓΩΝ ΙΑΠΩΝΙΚΩΝ ΑΥΤΟΚΙΝΗΤΩΝ [649,320,801,399]
article-surinam: ΧΑΓΗ, 16. (Ρώυτερ).— Απόπειρα πραξικοπήματος στό Σουρινάμ κατεστάλη, σύμφωνα μέ πληροφορίες ἀπό τήν Χάγη. ΧΑΓΗ, 16. (Ρώυτερ).— Απόπειρα πραξικοπήματος στό Σουρινάμ κατεστάλη, σύμφωνα μέ πληροφορίες ἀπό τήν Χάγη. [643,1156,808,1276]
column-rule [1398,0,1399,2302]
article-brezhnev: ΜΟΣΧΑ, 16. (Ρώυτερ).— Ο σοβιετικός ἡγέτης Λεονίντ Μπρέζνιεφ συνεχάρη τόν στρατηγό Κενάν Εβρέν. ΜΟΣΧΑ, 16. (Ρώυτερ).— Ο σοβιετικός ἡγέτης Λεονίντ Μπρέζνιεφ συνεχάρη τόν στρατηγό Κενάν Εβρέν. [1404,444,1538,593]
edge-fragment: Ν [1544,19,1577,64]
article-giannitsa: ΓΙΑΝΝΙΤΣΑ, 16.— Σέ ἔνδειξη διαμαρτυρίας γιά τήν ἐπιβολή τοῦ νέου φόρου 5% στά κέντρα διασκεδάσεως ἔκλεισαν σήμερα τά καταστήματα. ΓΙΑΝΝΙΤΣΑ, 16.— Σέ ἔνδειξη διαμαρτυρίας γιά τήν ἐπιβολή τοῦ νέου φόρου 5% στά κέντρα διασκεδάσεως ἔκλεισαν σήμερα τά καταστήματα. [6,1644,196,1793]
lottery-cell: Ο ἀριθμός 45097 [209,1802,310,1816]
headline-fan-funeral: ΚΗΔΕΥΤΗΚΕ ΦΙΛΑΘΛΟΣ ΠΟΥ ΠΕΘΑΝΕ ΑΠΟ ΚΑΡΔΙΑΚΗ ΠΡΟΣΒΟΛΗ [648,1682,802,1726]
lottery-row [206,1898,631,1912]
subhead-obituary: ΚΗΔΕΙΑ [880,1872,931,1887]
subhead-tobacco: ΣΤΗ ΘΥΛΙΔΑ [275,1648,345,1662]
headline-pasok: ΜΕΤΡΙΟΠΑΘΕΣΤΕΡΟ ΤΟ ΠΑ.ΣΟ.Κ. ΕΝΑΝΤΙ ΤΗΣ Ε.Ο.Κ. [643,703,808,751]
headline-japan: ΒΕΛΤΙΩΣΗ ΣΧΕΣΕΩΝ ΜΕ ΤΗΝ ΙΑΠΩΝΙΑ ΕΠΙΔΙΩΚΕΙ Η ΣΟΒ. ΕΝΩΣΗ [7,4,195,75]
headline-rallis: Ο κ. ΡΑΛΛΗΣ ΘΑ ΚΗΡΥΞΕΙ ΤΗΝ ΕΝΑΡΞΗ ΣΥΜΠΟΣΙΟΥ ΓΙΑ ΤΗΝ ΤΕΧΝΙΚΗ ΕΚΠΑΙΔΕΥΣΗ [6,546,196,614]
lottery-cell: 46341 48552 [209,1938,283,1952]
headline-lottery: ΟΙ ΑΡΙΘΜΟΙ ΠΟΥ ΚΕΡΔΙΖΟΥΝ ΣΤΟ ΛΑΪΚΟ ΛΑΧΕΙΟ [234,1748,603,1765]
subhead-dollar: ΣΤΙΣ ΑΓΟΡΕΣ ΤΗΣ ΕΥΡΩΠΗΣ [645,79,806,91]
lottery-row [206,1925,631,1939]
subhead-stand: ΟΙ ΠΑΡΑΣΤΑΘΟΥΝ [1242,744,1358,759]
column-1 [6,0,196,2302]
headline-cottoncake: ΑΥΞΑΝΕΤΑΙ ΚΑΤΑ 2,20 ΔΡΧ. Η ΤΙΜΗ ΤΗΣ ΒΑΜΒΑΚΟΠΙΤΑΣ [19,1442,183,1493]
lottery-cell: 70768 7483 [209,1965,277,1979]
article-japanese-cars: ΟΥΑΣΙΓΚΤΟΝ, 16. (Ασσ. Πρές).— Ο γερουσιαστής κ. Ρόμπερτ Μπέρντ, ἀρχηγός τῆς δημοκρατικῆς μειοψηφίας στή Γερουσία, ζήτησε ἀπό τόν πρόεδρο Ρήγκαν νά διαπραγματευθεῖ μέ τήν Ιαπωνία τή μείωση τῶν εἰσαγωγῶν αὐτοκινήτων. ΟΥΑΣΙΓΚΤΟΝ, 16. (Ασσ. Πρές).— Ο γερουσιαστής κ. Ρόμπερτ Μπέρντ, ἀρχηγός τῆς δημοκρατικῆς μειοψηφίας στή Γερουσία, ζήτησε ἀπό τόν πρόεδρο Ρήγκαν νά διαπραγματευθεῖ μέ τήν Ιαπωνία τή μείωση τῶν εἰσαγωγῶν αὐτοκινήτων. [643,422,808,690]
article-fan-funeral: ΓΙΑΝΝΙΤΣΑ, 16.— Κηδεύτηκε ὁ φίλαθλος πού πέθανε ἀπό καρδιακή προσβολή κατά τή διάρκεια ἀγώνα. [643,1732,808,1790]
lottery-cell: 2.000.000 δρχ. [421,1802,516,1816]
headline-dollar: ΤΟ ΔΟΛΛΑΡΙΟ ΕΞΑΣΘΕΝΗΣΕ ΚΑΙ ΑΝΗΘΕΕ Ο ΧΡΥΣΟΣ [652,21,798,72]
lottery-cell: 16903 27655 [421,1884,496,1897]
lottery-cell: 1470 24428 [209,1897,277,1911]
article-reagan-info: ΟΥΑΣΙΓΚΤΟΝ, 16 (Ασσ. Πρ.).— Η κυβέρνηση Ρήγκαν ζήτησε πληροφορίες γιά τά στρατιωτικά γυμνάσια τῶν σοβιετικῶν δυνάμεων κοντά στά σύνορα τῆς Πολωνίας. ΟΥΑΣΙΓΚΤΟΝ, 16 (Ασσ. Πρ.).— Η κυβέρνηση Ρήγκαν ζήτησε πληροφορίες γιά τά στρατιωτικά γυμνάσια τῶν σοβιετικῶν δυνάμεων κοντά στά σύνορα τῆς Πολωνίας. [1404,86,1538,325]
headline-graduates: 205 ΟΙ ΠΤΥΧΙΟΥΧΟΙ ΤΗΣ ΝΟΜΙΚΗΣ ΘΡΑΚΗΣ [14,1980,188,2014]
subhead-turkish-comments: ΤΟΥΡΚΙΚΑ ΣΧΟΛΙΑ [846,775,965,790]
lottery-cell: 53778 54283 [209,1911,283,1924]
edge-fragment: κ. [1546,748,1578,782]
subhead-iranian-pilot: ΖΗΤΗΣΕ ΝΑ ΤΟΥ ΔΟΘΕΙ ΠΟΛΙΤΙΚΟ ΑΣΥΛΟ [1410,683,1532,707]
lottery-cell: 527 7895 [209,1884,263,1897]
lottery-cell: 29763 31222 [421,1924,496,1938]
byline: Ι. ΖΓΡΑΦΟΣ [572,1460,631,1473]
article-lottery: ΑΘΗΝΑ, 16.— Από τή διεξαγωγή τῆς κληρώσεως τοῦ Λαϊκοῦ Λαχείου κέρδισαν οἱ παρακάτω ἀριθμοί: [206,1769,631,1798]
article-moro: ΡΩΜΗ, 16. (Ασσ. Πρές).— Οἱ χριστιανοδημοκράτες ἔπειτα ἀπό πρωτοβουλία ἐπισκέφθηκαν τόν τόπο ὅπου βρέθηκε τό πτῶμα τοῦ Αλντο Μόρο. ΡΩΜΗ, 16. (Ασσ. Πρές).— Οἱ χριστιανοδημοκράτες ἔπειτα ἀπό πρωτοβουλία ἐπισκέφθηκαν τόν τόπο ὅπου βρέθηκε τό πτῶμα τοῦ Αλντο Μόρο. [643,1339,808,1487]
headline-rene-clair: ΠΕΘΑΝΕ 82 ΕΤΩΝ Ο ΓΑΛΛΟΣ ΣΚΗΝΟΘΕΤΗΣ ΡΕΝΕ ΚΛΑΙΡ [1406,1747,1536,1806]
headline-epirus: ΔΙΑΚΟΠΗ ΣΥΓΚΟΙΝΩΝΙΑΣ ΣΤΗΝ ΗΠΕΙΡΟ ΜΕΤΑ ΑΠΟ ΚΑΤΟΛΙΣΘΗΣΕΙΣ [14,1256,188,1304]
lottery-cell: 67957 70569 [421,1856,496,1870]
page-fold [1542,0,1544,2302]
subhead-gratitude: ΕΙΣΒΡΑΖΕ ΕΥΓΝΩΜΟΣΥΝΗ [820,1680,990,1695]
headline-brezhnev: Ο ΠΡΕΖΙΝΕΦ ΣΥΝΕΧΑΡΗ ΤΗΝ ΚΥΒΕΡΝΗΣΗ ΤΟΥ ΕΒΡΕΝ [1414,338,1527,397]
headline-giannitsa: ΕΚΛΕΙΣΑΝ ΣΤΑ ΓΙΑΝΝΙΤΣΑ ΕΣΤΙΑΤΟΡΙΑ, ΚΑΦΕΝΕΙΑ ΓΙΑ ΤΟ ΝΕΟ ΦΟΡΟ 5% [13,1571,189,1639]
lottery-cell: 23144 24776 [209,1924,283,1938]
lottery-cell: Ο ἀριθμός 92110 [209,1843,310,1856]
